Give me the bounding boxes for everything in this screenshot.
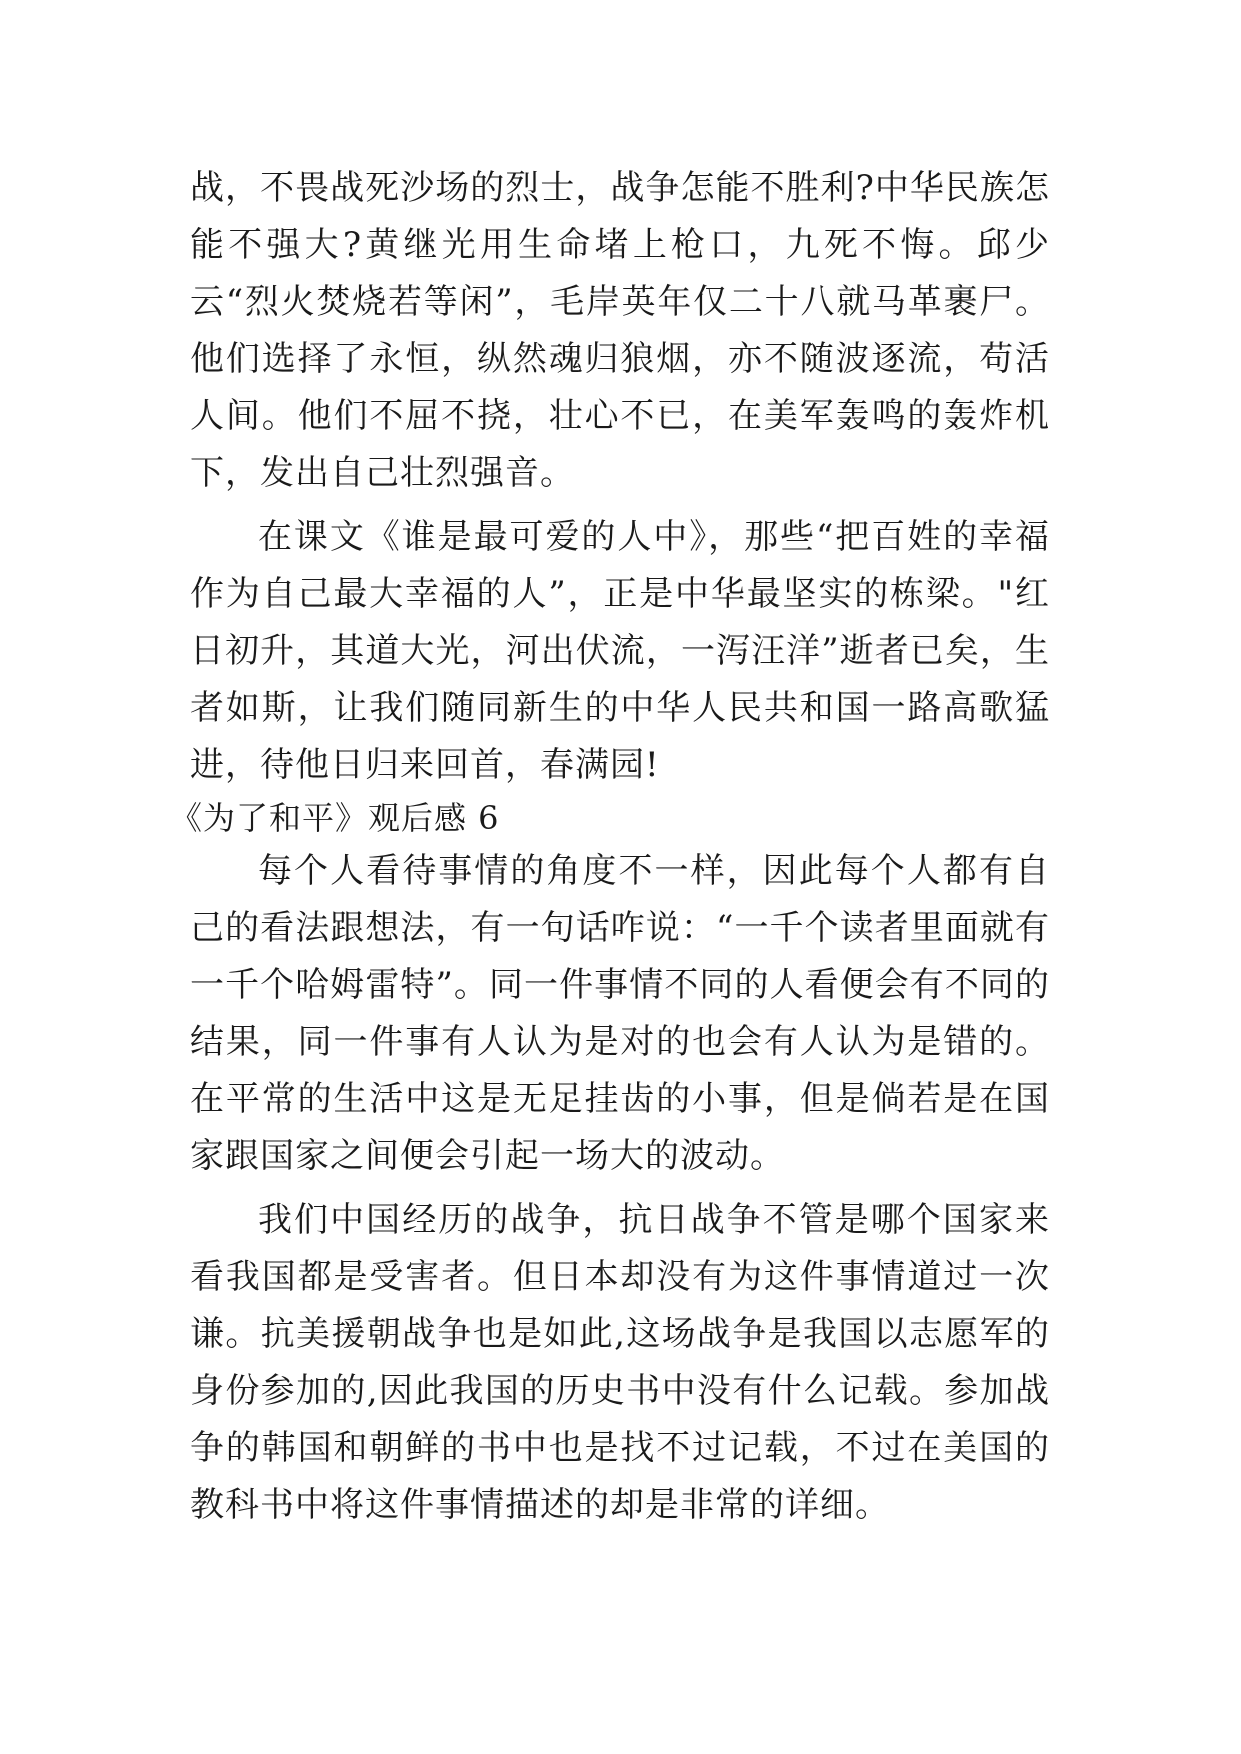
paragraph-perspective: 每个人看待事情的角度不一样，因此每个人都有自己的看法跟想法，有一句话咋说：“一千个读者里面就有一千个哈姆雷特”。同一件事情不同的人看便会有不同的结果，同一件事有人认为是对的也会有人认为是错的。在平常的生活中这是无足挂齿的小事，但是倘若是在国家跟国家之间便会引起一场大的波动。 (190, 851, 1050, 1176)
document-body (170, 160, 1050, 1534)
paragraph-continued: 战，不畏战死沙场的烈士，战争怎能不胜利?中华民族怎能不强大?黄继光用生命堵上枪口，九死不悔。邱少云“烈火焚烧若等闲”，毛岸英年仅二十八就马革裹尸。他们选择了永恒，纵然魂归狼烟，亦不随波逐流，苟活人间。他们不屈不挠，壮心不已，在美军轰鸣的轰炸机下，发出自己壮烈强音。 (190, 168, 1050, 493)
paragraph-lesson-quote: 在课文《谁是最可爱的人中》，那些“把百姓的幸福作为自己最大幸福的人”，正是中华最坚实的栋梁。"红日初升，其道大光，河出伏流，一泻汪洋”逝者已矣，生者如斯，让我们随同新生的中华人民共和国一路高歌猛进，待他日归来回首，春满园! (190, 517, 1050, 785)
paragraph-war-history: 我们中国经历的战争，抗日战争不管是哪个国家来看我国都是受害者。但日本却没有为这件事情道过一次谦。抗美援朝战争也是如此,这场战争是我国以志愿军的身份参加的,因此我国的历史书中没有什么记载。参加战争的韩国和朝鲜的书中也是找不过记载，不过在美国的教科书中将这件事情描述的却是非常的详细。 (190, 1200, 1050, 1525)
section-title: 《为了和平》观后感 6 (170, 799, 500, 837)
